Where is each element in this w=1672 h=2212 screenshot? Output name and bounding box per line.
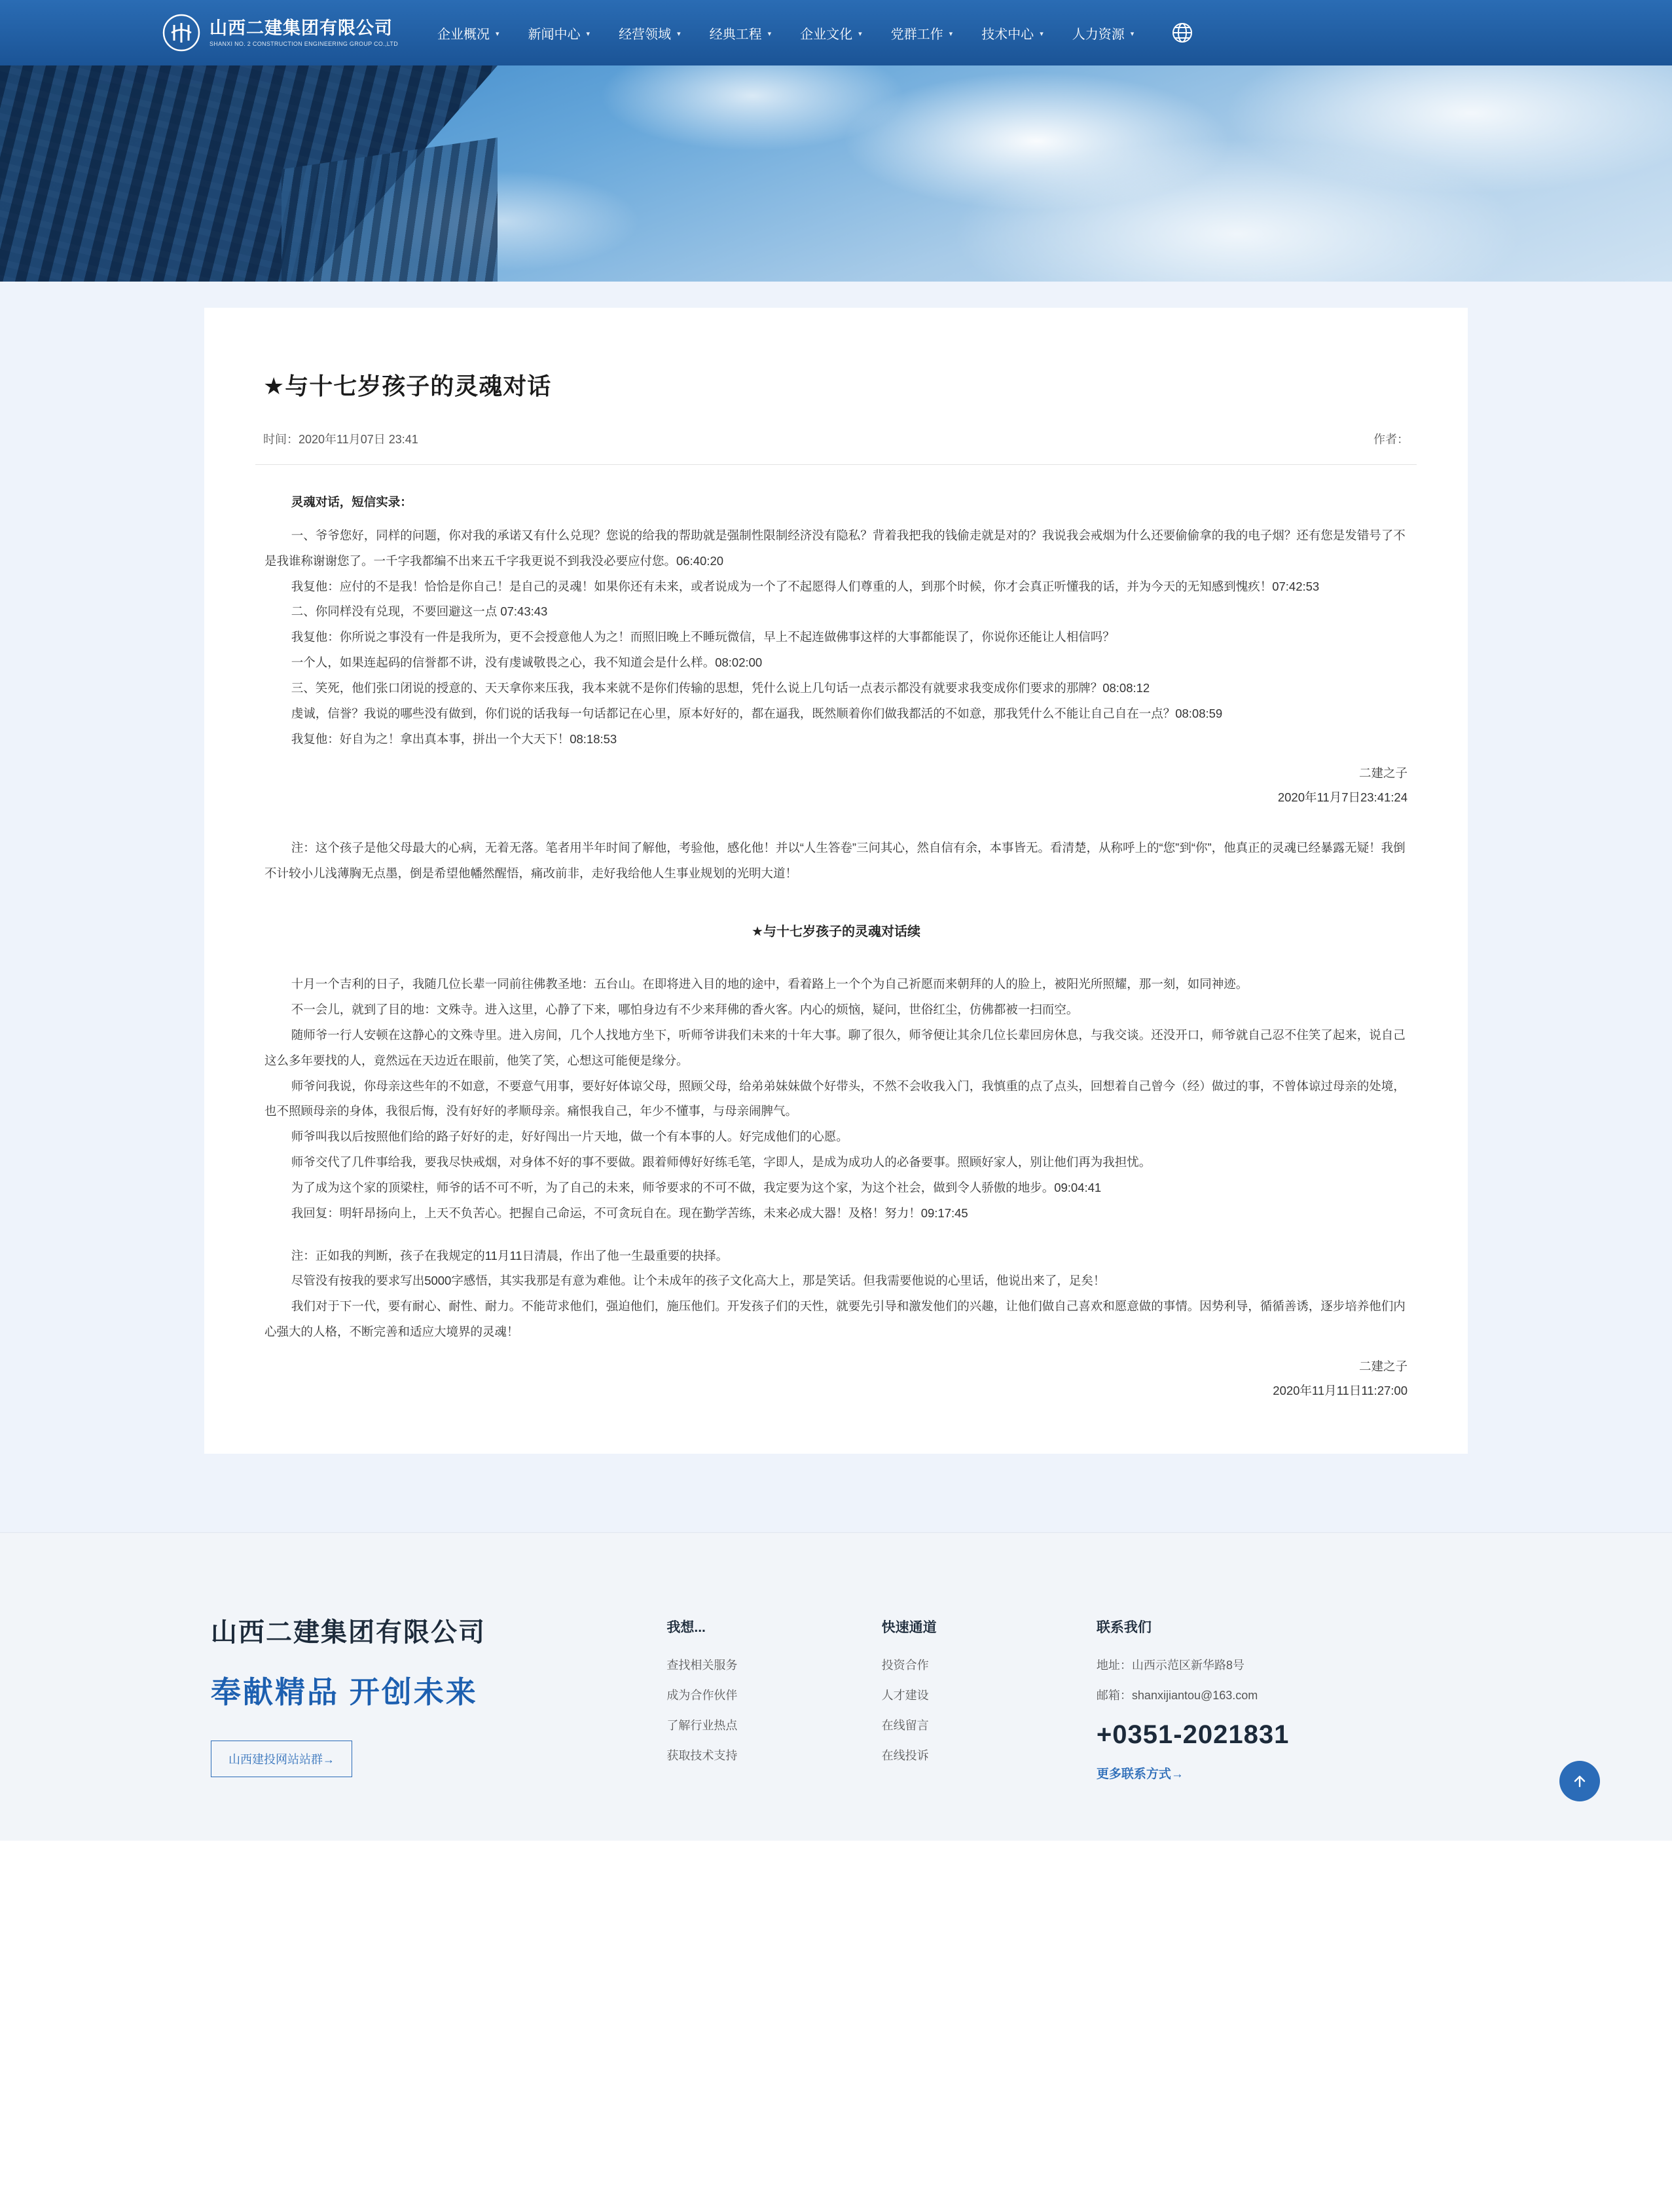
article-paragraph: 我复他：你所说之事没有一件是我所为，更不会授意他人为之！而照旧晚上不睡玩微信，早上不起连做佛事这样的大事都能误了，你说你还能让人相信吗？	[291, 630, 1115, 644]
article-card	[204, 308, 1468, 1454]
chevron-down-icon: ▾	[1130, 29, 1135, 38]
arrow-up-icon[interactable]	[1559, 1761, 1600, 1801]
footer-link[interactable]: 获取技术支持	[666, 1748, 738, 1762]
nav-item-qiyewenhua[interactable]	[786, 0, 877, 65]
footer-link[interactable]: 成为合作伙伴	[666, 1688, 738, 1702]
article-paragraph: 十月一个吉利的日子，我随几位长辈一同前往佛教圣地：五台山。在即将进入目的地的途中，看着路上一个个为自己祈愿而来朝拜的人的脸上，被阳光所照耀，那一刻，如同神迹。	[291, 977, 1248, 991]
signature-date: 2020年11月11日11:27:00	[1273, 1383, 1408, 1397]
article-note: 尽管没有按我的要求写出5000字感悟，其实我那是有意为难他。让个未成年的孩子文化高大上，那是笑话。但我需要他说的心里话，他说出来了，足矣！	[291, 1274, 1106, 1288]
nav-label: 人力资源	[1072, 27, 1125, 42]
article-paragraph: 虔诚，信誉？我说的哪些没有做到，你们说的话我每一句话都记在心里，原本好好的，都在逼我，既然顺着你们做我都活的不如意，那我凭什么不能让自己自在一点？08:08:59	[291, 706, 1223, 720]
nav-label: 企业概况	[437, 27, 490, 42]
footer-brand	[211, 1612, 666, 1777]
hero-banner	[0, 65, 1672, 282]
chevron-down-icon: ▾	[949, 29, 953, 38]
footer-column-title: 联系我们	[1096, 1619, 1152, 1635]
footer-column-quicklinks	[882, 1612, 1097, 1777]
article-paragraph: 随师爷一行人安顿在这静心的文殊寺里。进入房间，几个人找地方坐下，听师爷讲我们未来的十年大事。聊了很久，师爷便让其余几位长辈回房休息，与我交谈。还没开口，师爷就自己忍不住笑了起来，说自己这么多年要找的人，竟然远在天边近在眼前，他笑了笑，心想这可能便是缘分。	[264, 1027, 1406, 1067]
article-paragraph: 我复他：应付的不是我！恰恰是你自己！是自己的灵魂！如果你还有未来，或者说成为一个了不起愿得人们尊重的人，到那个时候，你才会真正听懂我的话，并为今天的无知感到愧疚！07:42:53	[291, 579, 1320, 593]
nav-item-jingyinglingyu[interactable]	[604, 0, 695, 65]
chevron-down-icon: ▾	[858, 29, 862, 38]
footer-column-wants	[666, 1612, 881, 1777]
footer-link[interactable]: 查找相关服务	[666, 1658, 738, 1672]
chevron-down-icon: ▾	[677, 29, 681, 38]
nav-label: 经典工程	[709, 27, 762, 42]
nav-item-qiyegaikuang[interactable]	[423, 0, 514, 65]
footer-column-title: 快速通道	[881, 1619, 937, 1635]
article-paragraph: 我复他：好自为之！拿出真本事，拼出一个大天下！08:18:53	[291, 731, 617, 746]
content-background	[0, 282, 1672, 1532]
nav-label: 新闻中心	[528, 27, 581, 42]
article-paragraph: 师爷交代了几件事给我，要我尽快戒烟，对身体不好的事不要做。跟着师傅好好练毛笔，字即人，是成为成功人的必备要事。照顾好家人，别让他们再为我担忧。	[291, 1155, 1152, 1170]
footer-link[interactable]: 投资合作	[881, 1658, 929, 1672]
nav-label: 党群工作	[890, 27, 943, 42]
nav-item-dangqungongzuo[interactable]	[877, 0, 968, 65]
signature-name: 二建之子	[1358, 766, 1408, 781]
article-paragraph: 一、爷爷您好，同样的问题，你对我的承诺又有什么兑现？您说的给我的帮助就是强制性限制经济没有隐私？背着我把我的钱偷走就是对的？我说我会戒烟为什么还要偷偷拿的我的电子烟？还有您是发错号了不是我谁称谢谢您了。一千字我都编不出来五千字我更说不到我没必要应付您。06:40:20	[264, 528, 1406, 568]
footer-link[interactable]: 在线投诉	[881, 1748, 929, 1762]
nav-label: 技术中心	[981, 27, 1034, 42]
signature-block-2	[264, 1354, 1408, 1403]
chevron-down-icon: ▾	[586, 29, 591, 38]
article-lead: 灵魂对话，短信实录：	[291, 495, 412, 509]
contact-phone: +0351-2021831	[1096, 1720, 1290, 1749]
contact-email[interactable]: 邮箱：shanxijiantou@163.com	[1096, 1688, 1258, 1702]
footer-link[interactable]: 了解行业热点	[666, 1718, 738, 1732]
article-subtitle: ★与十七岁孩子的灵魂对话续	[752, 925, 920, 940]
more-contact-link[interactable]: 更多联系方式→	[1096, 1767, 1184, 1781]
article-paragraph: 三、笑死，他们张口闭说的授意的、天天拿你来压我，我本来就不是你们传输的思想，凭什么说上几句话一点表示都没有就要求我变成你们要求的那牌？08:08:12	[291, 680, 1150, 695]
signature-block-1	[264, 761, 1408, 809]
nav-item-renliziyuan[interactable]	[1058, 0, 1149, 65]
logo-company-name-en: SHANXI NO. 2 CONSTRUCTION ENGINEERING GROUP CO.,LTD	[209, 40, 398, 47]
chevron-down-icon: ▾	[1040, 29, 1044, 38]
page-title: ★与十七岁孩子的灵魂对话	[263, 373, 552, 399]
site-footer	[0, 1532, 1672, 1841]
site-header	[0, 0, 1672, 65]
nav-item-jingdiangongcheng[interactable]	[695, 0, 786, 65]
nav-item-xinwenzhongxin[interactable]	[514, 0, 605, 65]
article-note: 注：正如我的判断，孩子在我规定的11月11日清晨，作出了他一生最重要的抉择。	[291, 1248, 729, 1263]
article-paragraph: 为了成为这个家的顶梁柱，师爷的话不可不听，为了自己的未来，师爷要求的不可不做，我定要为这个家，为这个社会，做到令人骄傲的地步。09:04:41	[291, 1180, 1102, 1194]
article-paragraph: 我回复：明轩昂扬向上，上天不负苦心。把握自己命运，不可贪玩自在。现在勤学苦练，未来必成大器！及格！努力！09:17:45	[291, 1206, 968, 1220]
article-note: 注：这个孩子是他父母最大的心病，无着无落。笔者用半年时间了解他，考验他，感化他！并以“人生答卷”三问其心，然自信有余，本事皆无。看清楚，从称呼上的“您”到“你”，他真正的灵魂已经暴露无疑！我倒不计较小儿浅薄胸无点墨，倒是希望他幡然醒悟，痛改前非，走好我给他人生事业规划的光明大道！	[264, 841, 1406, 881]
article-time: 时间：2020年11月07日 23:41	[263, 433, 418, 446]
nav-item-jishuzhongxin[interactable]	[967, 0, 1058, 65]
signature-date: 2020年11月7日23:41:24	[1277, 790, 1408, 805]
article-note: 我们对于下一代，要有耐心、耐性、耐力。不能苛求他们，强迫他们，施压他们。开发孩子们的天性，就要先引导和激发他们的兴趣，让他们做自己喜欢和愿意做的事情。因势利导，循循善诱，逐步培养他们内心强大的人格，不断完善和适应大境界的灵魂！	[264, 1299, 1406, 1339]
article-paragraph: 不一会儿，就到了目的地：文殊寺。进入这里，心静了下来，哪怕身边有不少来拜佛的香火客。内心的烦恼，疑问，世俗红尘，仿佛都被一扫而空。	[291, 1002, 1079, 1016]
site-group-button[interactable]: 山西建投网站站群→	[211, 1741, 352, 1777]
company-logo-icon	[162, 14, 200, 52]
footer-column-title: 我想...	[666, 1619, 706, 1635]
article-paragraph: 师爷叫我以后按照他们给的路子好好的走，好好闯出一片天地，做一个有本事的人。好完成他们的心愿。	[291, 1130, 848, 1144]
signature-name: 二建之子	[1358, 1359, 1408, 1373]
article-paragraph: 师爷问我说，你母亲这些年的不如意，不要意气用事，要好好体谅父母，照顾父母，给弟弟妹妹做个好带头，不然不会收我入门，我慎重的点了点头，回想着自己曾今（经）做过的事，不曾体谅过母亲的处境，也不照顾母亲的身体，我很后悔，没有好好的孝顺母亲。痛恨我自己，年少不懂事，与母亲闹脾气。	[264, 1078, 1406, 1118]
main-nav	[423, 0, 1195, 65]
article-paragraph: 二、你同样没有兑现，不要回避这一点 07:43:43	[291, 604, 548, 619]
chevron-down-icon: ▾	[496, 29, 500, 38]
contact-address: 地址：山西示范区新华路8号	[1096, 1658, 1245, 1672]
article-meta	[255, 401, 1417, 465]
chevron-down-icon: ▾	[767, 29, 772, 38]
nav-label: 企业文化	[800, 27, 853, 42]
footer-slogan: 奉献精品 开创未来	[211, 1674, 478, 1709]
footer-link[interactable]: 在线留言	[881, 1718, 929, 1732]
site-logo[interactable]	[162, 14, 411, 52]
article-paragraph: 一个人，如果连起码的信誉都不讲，没有虔诚敬畏之心，我不知道会是什么样。08:02:00	[291, 655, 763, 670]
globe-icon[interactable]	[1169, 20, 1195, 46]
footer-company-name: 山西二建集团有限公司	[211, 1617, 486, 1647]
logo-company-name: 山西二建集团有限公司	[209, 18, 393, 38]
footer-contact	[1097, 1612, 1461, 1782]
article-body	[255, 465, 1417, 1403]
nav-label: 经营领域	[619, 27, 672, 42]
article-author: 作者：	[1373, 433, 1409, 446]
footer-link[interactable]: 人才建设	[881, 1688, 929, 1702]
